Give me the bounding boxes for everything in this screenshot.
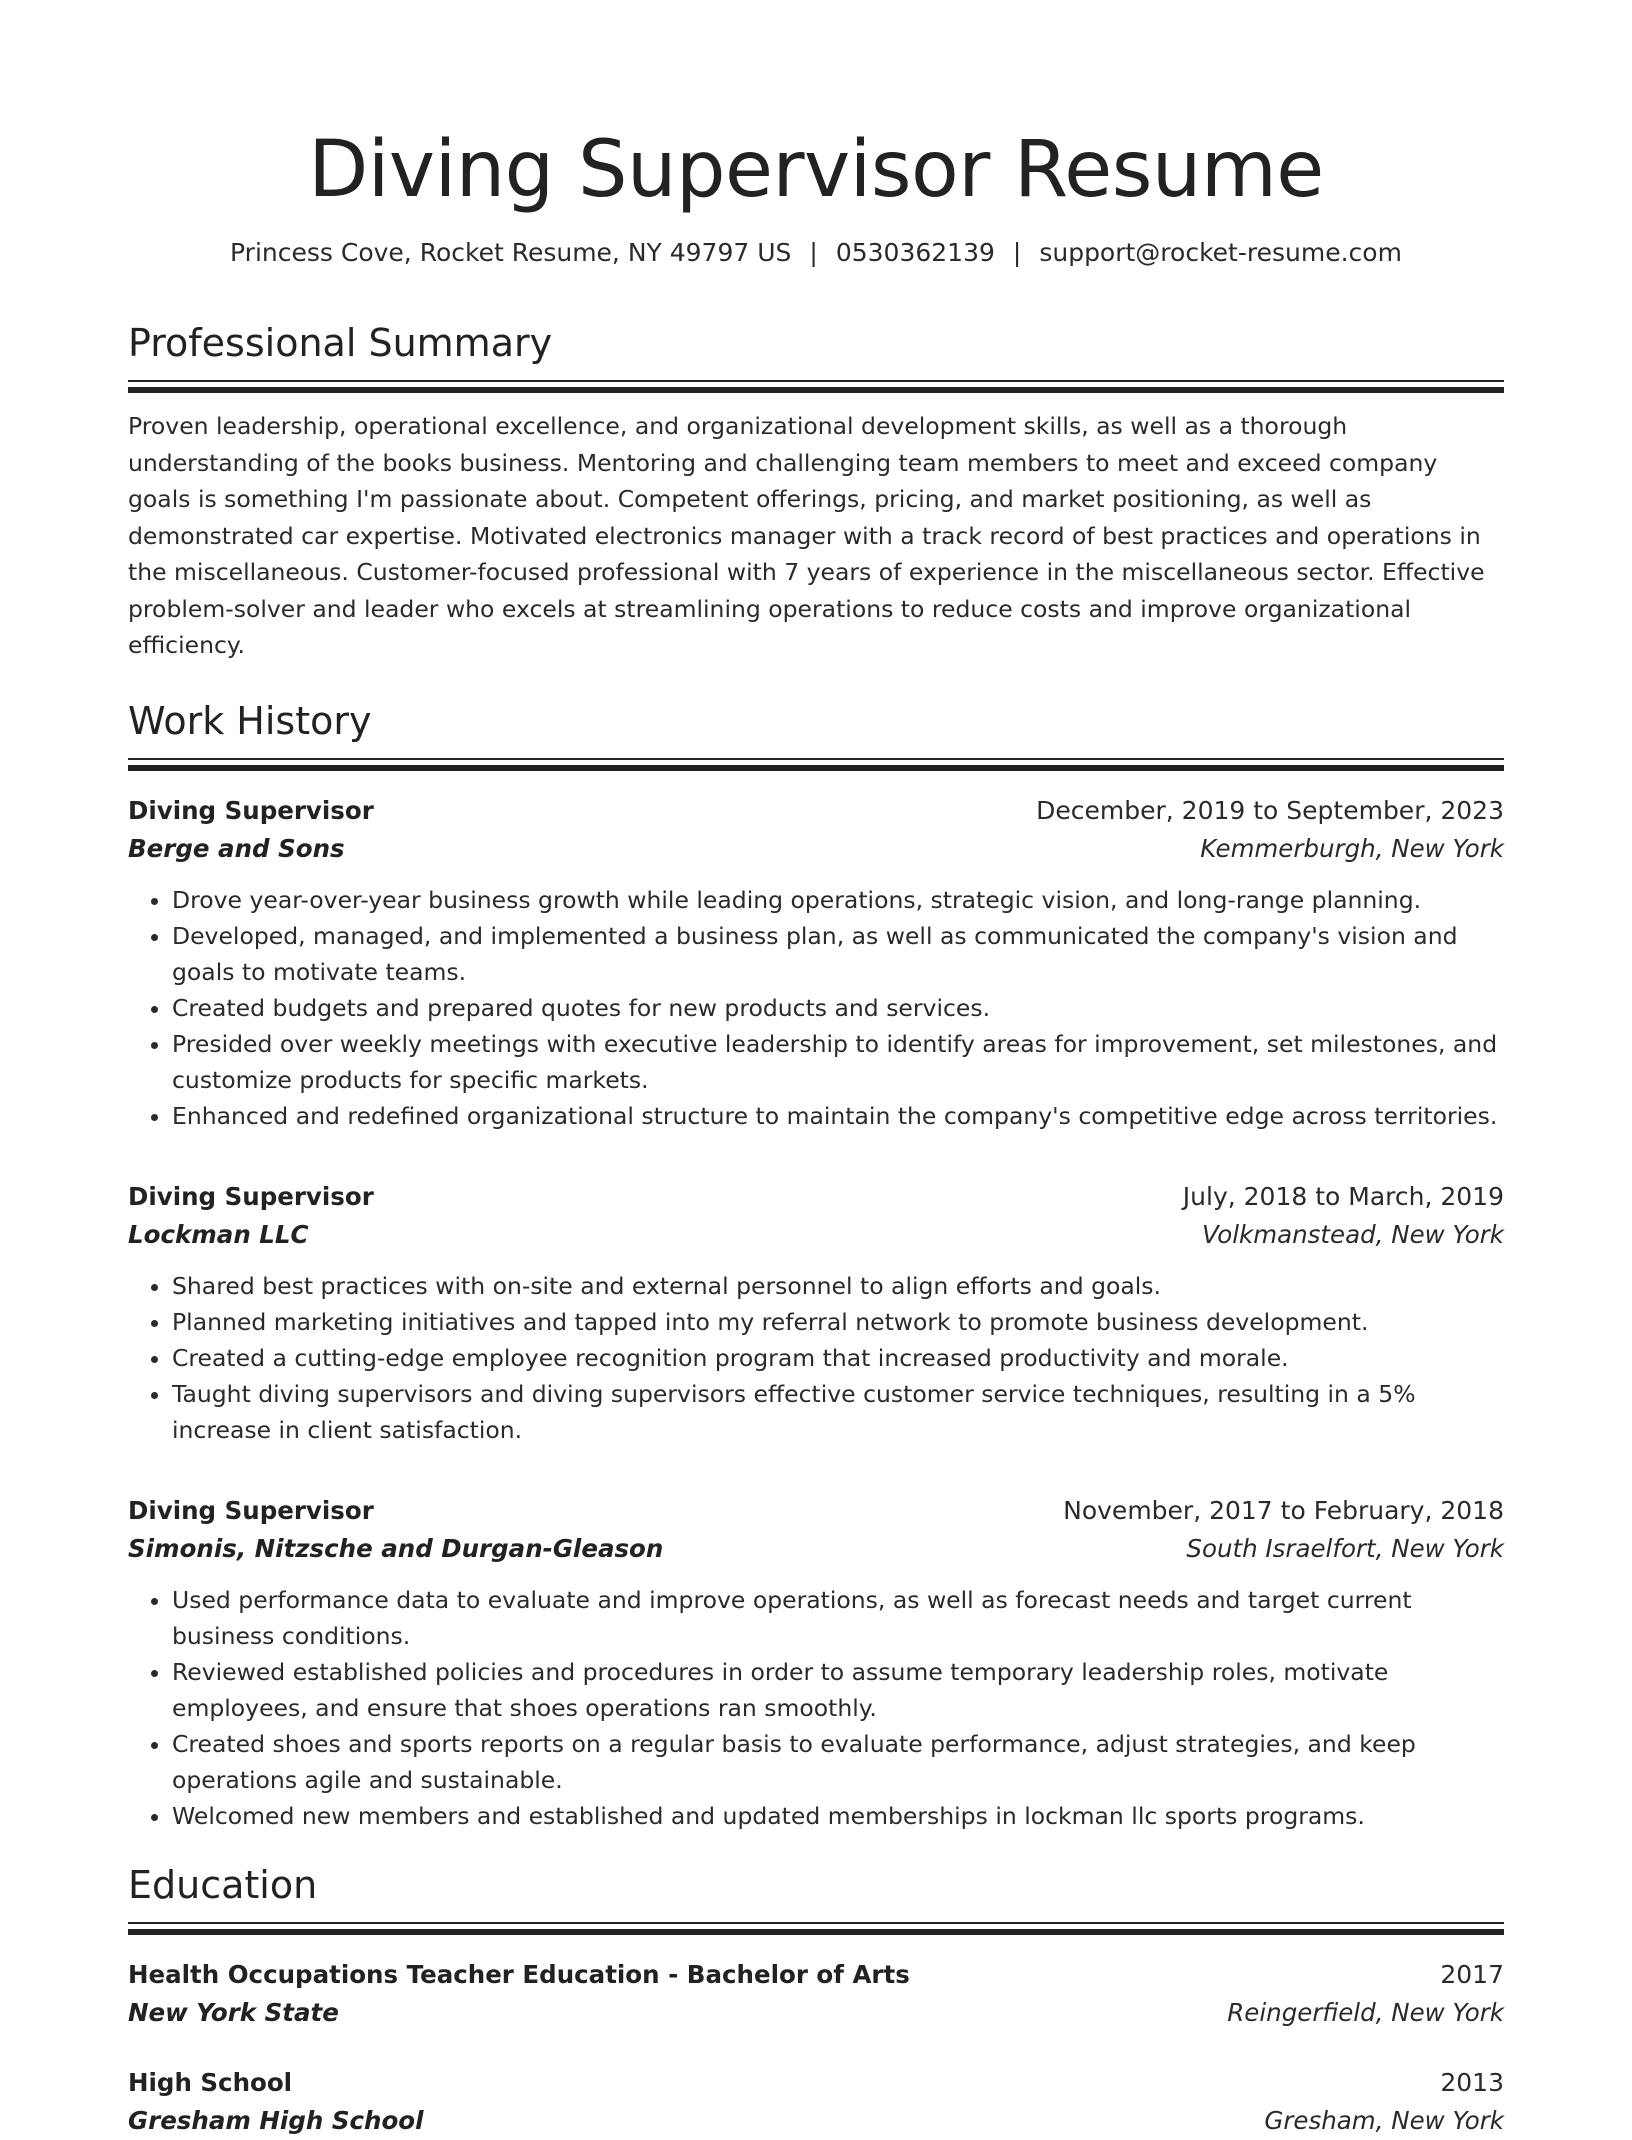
education-section <box>128 1860 1504 2140</box>
job-bullet: • Used performance data to evaluate and improve operations, as well as forecast needs and target current business conditions. <box>172 1582 1504 1654</box>
education-school-row <box>128 1994 1504 2032</box>
job-location: Volkmanstead, New York <box>1201 1219 1504 1249</box>
job-title: Diving Supervisor <box>128 1495 374 1525</box>
section-heading: Education <box>128 1862 318 1907</box>
education-school-row <box>128 2102 1504 2140</box>
resume-name: Diving Supervisor Resume <box>308 125 1324 215</box>
job-entry <box>128 792 1504 1134</box>
education-degree: Health Occupations Teacher Education - Bachelor of Arts <box>128 1959 910 1989</box>
job-bullet: • Planned marketing initiatives and tapped into my referral network to promote business development. <box>172 1304 1504 1340</box>
job-bullet: • Created budgets and prepared quotes for new products and services. <box>172 990 1504 1026</box>
education-entry <box>128 1956 1504 2032</box>
section-divider <box>128 380 1504 392</box>
job-bullets <box>128 1268 1504 1448</box>
education-year: 2017 <box>1440 1959 1504 1989</box>
job-bullet: • Presided over weekly meetings with executive leadership to identify areas for improvement, set milestones, and customize products for specific markets. <box>172 1026 1504 1098</box>
job-location: Kemmerburgh, New York <box>1200 833 1504 863</box>
section-heading: Professional Summary <box>128 321 553 365</box>
education-location: Reingerfield, New York <box>1227 1997 1504 2027</box>
job-bullet: • Created a cutting-edge employee recognition program that increased productivity and morale. <box>172 1340 1504 1376</box>
job-entry <box>128 1492 1504 1834</box>
contact-email[interactable]: support@rocket-resume.com <box>1039 238 1402 267</box>
job-bullet: • Taught diving supervisors and diving supervisors effective customer service techniques, resulting in a 5% increase in client satisfaction. <box>172 1376 1504 1448</box>
job-company: Simonis, Nitzsche and Durgan-Gleason <box>128 1533 664 1563</box>
job-company-row <box>128 1530 1504 1568</box>
contact-separator: | <box>809 238 818 267</box>
education-header-row <box>128 2064 1504 2102</box>
job-bullet: • Created shoes and sports reports on a regular basis to evaluate performance, adjust strategies, and keep operations agile and sustainable. <box>172 1726 1504 1798</box>
education-header-row <box>128 1956 1504 1994</box>
job-company-row <box>128 830 1504 868</box>
education-location: Gresham, New York <box>1264 2105 1504 2135</box>
job-title: Diving Supervisor <box>128 795 374 825</box>
job-company: Lockman LLC <box>128 1219 309 1249</box>
job-company: Berge and Sons <box>128 833 345 863</box>
contact-separator: | <box>1012 238 1022 267</box>
job-dates: December, 2019 to September, 2023 <box>1036 795 1504 825</box>
section-heading: Work History <box>128 698 372 743</box>
job-bullet: • Welcomed new members and established and updated memberships in lockman llc sports programs. <box>172 1798 1504 1834</box>
job-bullets <box>128 1582 1504 1834</box>
job-header-row <box>128 1492 1504 1530</box>
job-bullet: • Enhanced and redefined organizational structure to maintain the company's competitive edge across territories. <box>172 1098 1504 1134</box>
section-divider <box>128 758 1504 770</box>
contact-address: Princess Cove, Rocket Resume, NY 49797 US <box>230 238 792 267</box>
work-history-section <box>128 696 1504 1834</box>
job-dates: November, 2017 to February, 2018 <box>1063 1495 1504 1525</box>
education-school: Gresham High School <box>128 2105 424 2135</box>
education-year: 2013 <box>1440 2067 1504 2097</box>
job-company-row <box>128 1216 1504 1254</box>
summary-section <box>128 318 1504 664</box>
job-location: South Israelfort, New York <box>1186 1533 1504 1563</box>
job-bullet: • Shared best practices with on-site and external personnel to align efforts and goals. <box>172 1268 1504 1304</box>
job-bullets <box>128 882 1504 1134</box>
job-bullet: • Reviewed established policies and procedures in order to assume temporary leadership roles, motivate employees, and ensure that shoes operations ran smoothly. <box>172 1654 1504 1726</box>
job-bullet: • Drove year-over-year business growth while leading operations, strategic vision, and long-range planning. <box>172 882 1504 918</box>
job-entry <box>128 1178 1504 1448</box>
job-header-row <box>128 792 1504 830</box>
job-title: Diving Supervisor <box>128 1181 374 1211</box>
contact-line <box>128 236 1504 270</box>
education-school: New York State <box>128 1997 339 2027</box>
job-bullet: • Developed, managed, and implemented a business plan, as well as communicated the company's vision and goals to motivate teams. <box>172 918 1504 990</box>
section-divider <box>128 1922 1504 1934</box>
summary-text: Proven leadership, operational excellence, and organizational development skills, as well as a thorough understanding of the books business. Mentoring and challenging team members to meet and exceed company goals is something I'm passionate about. Competent offerings, pricing, and market positioning, as well as demonstrated car expertise. Motivated electronics manager with a track record of best practices and operations in the miscellaneous. Customer-focused professional with 7 years of experience in the miscellaneous sector. Effective problem-solver and leader who excels at streamlining operations to reduce costs and improve organizational efficiency. <box>128 412 1485 659</box>
contact-phone: 0530362139 <box>835 238 995 267</box>
job-dates: July, 2018 to March, 2019 <box>1182 1181 1504 1211</box>
education-entry <box>128 2064 1504 2140</box>
job-header-row <box>128 1178 1504 1216</box>
education-degree: High School <box>128 2067 293 2097</box>
